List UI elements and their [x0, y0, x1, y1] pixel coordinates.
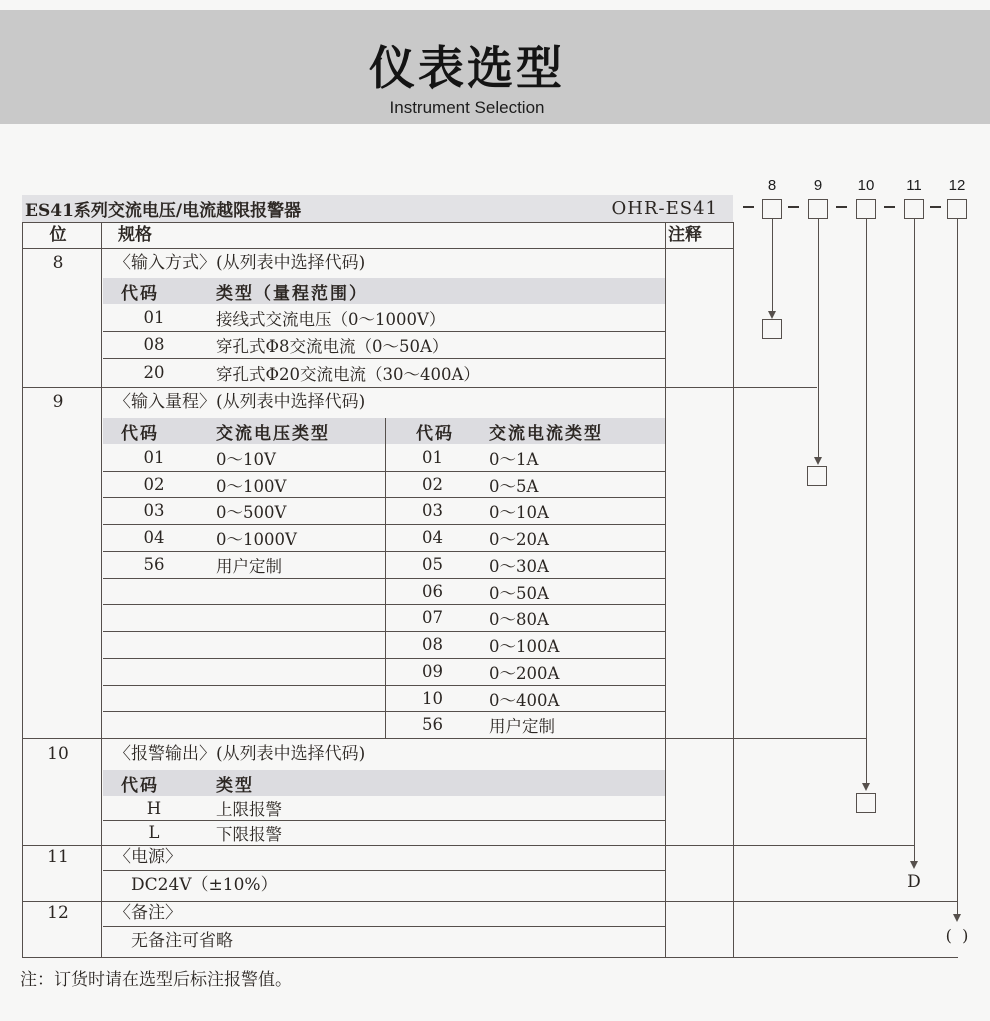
arrow-down-icon	[910, 861, 918, 869]
section8-position: 8	[52, 253, 64, 273]
grid-line	[22, 738, 866, 739]
type-cell: 0～80A	[489, 609, 549, 629]
code-cell: 04	[422, 528, 443, 547]
grid-line	[103, 604, 665, 605]
page-title: 仪表选型	[369, 42, 565, 94]
section8-code-header: 代码	[121, 283, 159, 304]
type-cell: 穿孔式Φ8交流电流（0～50A）	[216, 336, 449, 356]
code-cell: 04	[143, 528, 165, 547]
page-banner	[0, 10, 990, 124]
column-header-note: 注释	[668, 225, 702, 245]
code-cell: 56	[422, 715, 443, 734]
column-header-position: 位	[49, 225, 67, 245]
page-subtitle: Instrument Selection	[389, 98, 545, 117]
code-cell: 01	[143, 308, 165, 327]
table-row	[103, 796, 665, 820]
code-cell: 02	[422, 475, 443, 494]
section12-position: 12	[47, 903, 69, 923]
grid-line	[22, 845, 914, 846]
table-row	[103, 578, 665, 605]
code-cell: H	[146, 798, 162, 818]
code-cell: 08	[422, 635, 443, 654]
type-cell: 下限报警	[216, 824, 282, 844]
type-cell: 0～1000V	[216, 529, 297, 549]
section9-type1-header: 交流电压类型	[216, 423, 330, 444]
table-row	[103, 604, 665, 631]
column-header-spec: 规格	[118, 225, 152, 245]
grid-line	[22, 222, 23, 957]
code-cell: 01	[422, 448, 443, 467]
grid-line	[103, 870, 665, 871]
type-cell: 0～100V	[216, 476, 287, 496]
arrow-down-icon	[814, 457, 822, 465]
dash	[836, 206, 847, 208]
section10-subheader	[103, 770, 665, 796]
section9-position: 9	[52, 392, 64, 412]
section9-type2-header: 交流电流类型	[489, 423, 603, 444]
type-cell: 0～30A	[489, 556, 549, 576]
table-row	[103, 685, 665, 712]
grid-line	[665, 222, 666, 957]
power-code-label: D	[907, 872, 921, 892]
leader-line-8	[772, 219, 773, 311]
arrow-down-icon	[768, 311, 776, 319]
type-cell: 0～500V	[216, 502, 287, 522]
series-title-strip	[22, 195, 733, 222]
model-prefix: OHR-ES41	[611, 198, 718, 219]
target-box-10	[856, 793, 876, 813]
grid-line	[22, 248, 733, 249]
grid-line	[103, 358, 665, 359]
code-cell: 10	[422, 689, 443, 708]
grid-line	[103, 926, 665, 927]
code-box-11	[904, 199, 924, 219]
table-row	[103, 551, 665, 578]
digit-label-12: 12	[948, 177, 966, 194]
type-cell: 0～50A	[489, 583, 549, 603]
code-box-8	[762, 199, 782, 219]
type-cell: 0～100A	[489, 636, 560, 656]
leader-line-12	[957, 219, 958, 914]
code-cell: 05	[422, 555, 443, 574]
digit-label-10: 10	[857, 177, 875, 194]
type-cell: 0～5A	[489, 476, 539, 496]
type-cell: 上限报警	[216, 800, 282, 819]
code-box-12	[947, 199, 967, 219]
code-cell: L	[148, 823, 160, 842]
grid-line	[103, 524, 665, 525]
grid-line	[22, 387, 817, 388]
grid-line	[103, 497, 665, 498]
section11-value: DC24V（±10%）	[131, 875, 278, 895]
table-row	[103, 524, 665, 551]
table-row	[103, 711, 665, 738]
type-cell: 用户定制	[216, 556, 282, 576]
section10-code-header: 代码	[121, 775, 159, 796]
section11-label: 〈电源〉	[114, 847, 182, 867]
code-cell: 09	[422, 662, 443, 681]
table-row	[103, 304, 665, 331]
code-box-9	[808, 199, 828, 219]
code-cell: 08	[143, 335, 165, 354]
code-cell: 20	[143, 363, 165, 382]
table-row	[103, 471, 665, 498]
code-cell: 56	[143, 555, 165, 574]
type-cell: 穿孔式Φ20交流电流（30～400A）	[216, 364, 480, 384]
type-cell: 0～20A	[489, 529, 549, 549]
grid-line	[22, 957, 958, 958]
grid-line	[733, 222, 734, 957]
leader-line-11	[914, 219, 915, 861]
grid-line	[103, 820, 665, 821]
section12-value: 无备注可省略	[131, 931, 233, 951]
table-row	[103, 631, 665, 658]
leader-line-9	[818, 219, 819, 457]
leader-line-10	[866, 219, 867, 783]
grid-line	[22, 222, 733, 223]
section10-label: 〈报警输出〉(从列表中选择代码)	[114, 744, 366, 764]
code-cell: 02	[143, 475, 165, 494]
section8-label: 〈输入方式〉(从列表中选择代码)	[114, 253, 366, 273]
target-box-8	[762, 319, 782, 339]
digit-label-11: 11	[906, 177, 922, 194]
grid-line	[103, 551, 665, 552]
section9-code2-header: 代码	[416, 423, 454, 444]
grid-line	[103, 331, 665, 332]
dash	[788, 206, 799, 208]
table-row	[103, 331, 665, 358]
arrow-down-icon	[953, 914, 961, 922]
section8-subheader	[103, 278, 665, 304]
remark-code-label: ( )	[945, 926, 969, 945]
code-cell: 07	[422, 608, 443, 627]
code-cell: 03	[143, 501, 165, 520]
dash	[743, 206, 754, 208]
section12-label: 〈备注〉	[114, 903, 182, 923]
type-cell: 0～10V	[216, 449, 276, 469]
grid-line	[103, 711, 665, 712]
type-cell: 接线式交流电压（0～1000V）	[216, 309, 446, 329]
table-row	[103, 497, 665, 524]
section9-subheader	[103, 418, 665, 444]
type-cell: 0～200A	[489, 663, 560, 683]
type-cell: 0～10A	[489, 502, 549, 522]
section10-type-header: 类型	[216, 775, 254, 796]
order-footnote: 注：订货时请在选型后标注报警值。	[20, 970, 292, 990]
grid-line	[22, 901, 957, 902]
arrow-down-icon	[862, 783, 870, 791]
code-cell: 06	[422, 582, 443, 601]
code-box-10	[856, 199, 876, 219]
target-box-9	[807, 466, 827, 486]
grid-line	[103, 658, 665, 659]
dash	[930, 206, 941, 208]
dash	[884, 206, 895, 208]
table-row	[103, 820, 665, 845]
section9-code1-header: 代码	[121, 423, 159, 444]
type-cell: 用户定制	[489, 716, 555, 736]
grid-line	[103, 631, 665, 632]
grid-line	[103, 578, 665, 579]
table-row	[103, 658, 665, 685]
grid-line	[385, 418, 386, 738]
series-title: ES41系列交流电压/电流越限报警器	[25, 201, 302, 221]
table-row	[103, 444, 665, 471]
code-cell: 03	[422, 501, 443, 520]
table-row	[103, 358, 665, 387]
grid-line	[103, 471, 665, 472]
section11-position: 11	[47, 847, 69, 867]
digit-label-9: 9	[813, 177, 823, 194]
grid-line	[101, 222, 102, 957]
type-cell: 0～1A	[489, 449, 539, 469]
code-cell: 01	[143, 448, 165, 467]
type-cell: 0～400A	[489, 690, 560, 710]
section8-type-header: 类型（量程范围）	[216, 283, 368, 304]
section10-position: 10	[47, 744, 69, 764]
grid-line	[103, 685, 665, 686]
section9-label: 〈输入量程〉(从列表中选择代码)	[114, 392, 366, 412]
digit-label-8: 8	[767, 177, 777, 194]
